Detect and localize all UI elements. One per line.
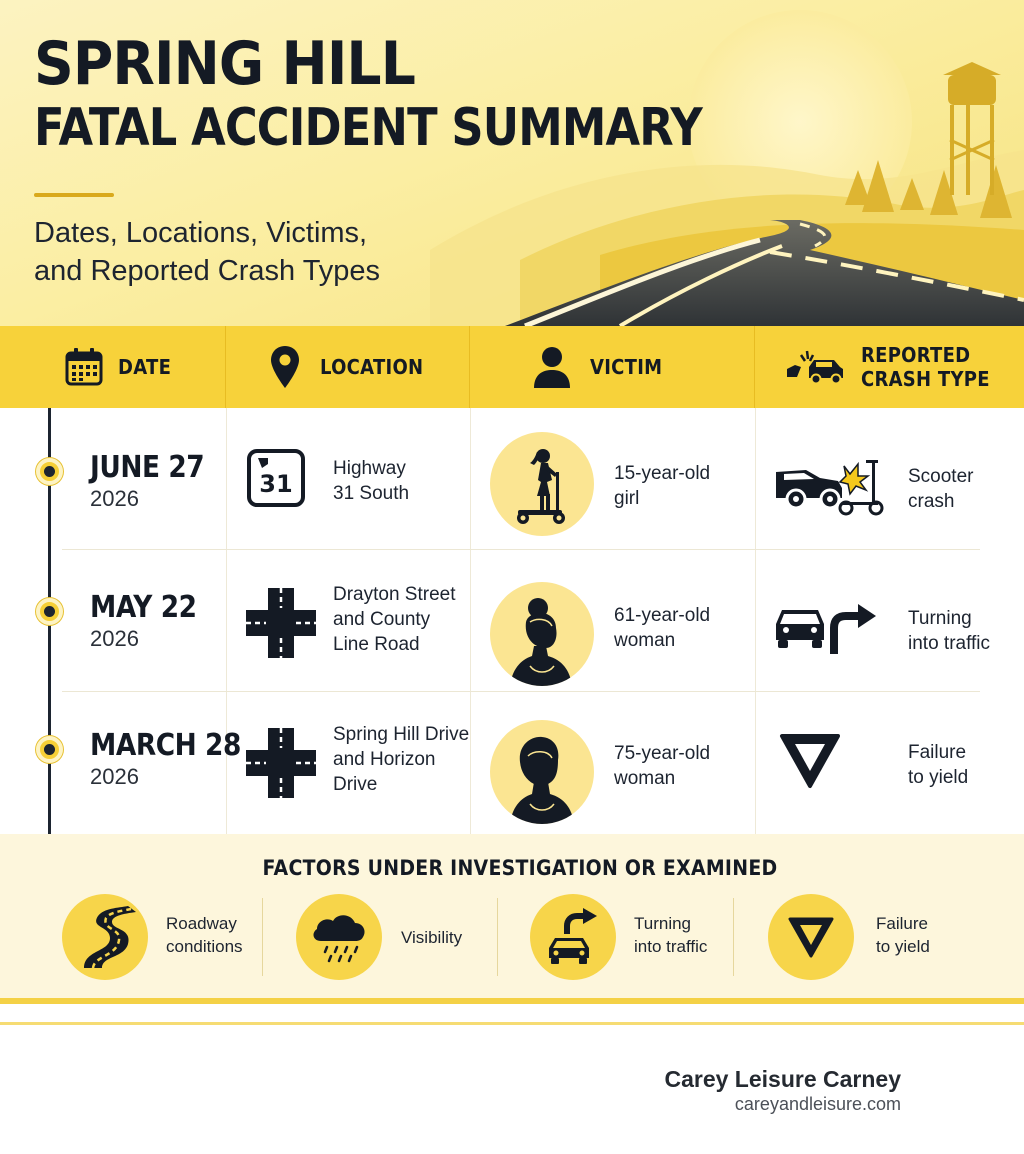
factor-divider	[733, 898, 734, 976]
factor-line: into traffic	[634, 937, 708, 956]
crash-line: to yield	[908, 767, 969, 788]
factor-line: conditions	[166, 937, 243, 956]
crash-type-line-2: CRASH TYPE	[861, 367, 990, 391]
factor-line: Visibility	[401, 928, 463, 947]
timeline-dot	[36, 598, 63, 625]
row-victim	[614, 603, 744, 653]
factor-label	[876, 912, 930, 958]
car-turn-arrow-icon	[774, 600, 884, 661]
brand-url[interactable]: careyandleisure.com	[734, 1094, 901, 1114]
subtitle	[34, 214, 380, 290]
timeline-dot	[36, 736, 63, 763]
row-victim	[614, 741, 744, 791]
victim-line: 15-year-old	[614, 463, 711, 484]
factors-panel	[0, 834, 1024, 1004]
crash-line: crash	[908, 491, 955, 512]
crash-type-line-1: REPORTED	[861, 343, 971, 367]
factors-title: FACTORS UNDER INVESTIGATION OR EXAMINED	[262, 856, 778, 880]
column-header-location	[226, 326, 470, 408]
hero-banner	[0, 0, 1024, 326]
column-label-victim: VICTIM	[590, 355, 663, 379]
footer-accent-bar	[0, 998, 1024, 1004]
location-line: Highway	[333, 458, 406, 479]
row-date: MARCH 28	[90, 728, 241, 763]
table-header	[0, 326, 1024, 408]
timeline-dot	[36, 458, 63, 485]
row-location	[333, 722, 473, 797]
page-title	[34, 29, 811, 158]
woman-silhouette-icon	[490, 720, 594, 824]
girl-on-scooter-icon	[490, 432, 594, 536]
row-date: MAY 22	[90, 590, 197, 625]
row-date: JUNE 27	[90, 450, 205, 485]
table-row	[0, 408, 1024, 550]
column-header-date	[0, 326, 226, 408]
yield-sign-icon	[768, 894, 854, 980]
title-underline	[34, 193, 114, 197]
row-year: 2026	[90, 764, 139, 789]
column-header-victim	[470, 326, 755, 408]
factor-label	[634, 912, 707, 958]
car-scooter-collision-icon	[774, 454, 890, 523]
footer-accent-line	[0, 1022, 1024, 1025]
location-line: 31 South	[333, 483, 410, 504]
intersection-icon	[246, 728, 316, 803]
crash-line: Failure	[908, 742, 967, 763]
location-line: and Horizon	[333, 749, 436, 770]
factor-line: Roadway	[166, 914, 237, 933]
location-line: Drayton Street	[333, 584, 456, 605]
victim-line: girl	[614, 488, 640, 509]
row-location	[333, 582, 468, 657]
car-turn-arrow-icon	[530, 894, 616, 980]
victim-line: woman	[614, 768, 676, 789]
crash-line: Turning	[908, 608, 972, 629]
rain-cloud-icon	[296, 894, 382, 980]
subtitle-line-2: and Reported Crash Types	[34, 255, 381, 287]
row-year: 2026	[90, 626, 139, 651]
factor-divider	[497, 898, 498, 976]
factor-divider	[262, 898, 263, 976]
factor-line: Turning	[634, 914, 692, 933]
winding-road-icon	[62, 894, 148, 980]
map-pin-icon	[270, 345, 300, 389]
brand-block	[664, 1066, 901, 1115]
route-number: 31	[259, 470, 293, 498]
column-header-crash-type	[755, 326, 1024, 408]
victim-line: 75-year-old	[614, 743, 711, 764]
row-location	[333, 456, 468, 506]
intersection-icon	[246, 588, 316, 663]
factor-line: Failure	[876, 914, 928, 933]
location-line: and County	[333, 609, 431, 630]
person-icon	[532, 345, 572, 389]
victim-line: 61-year-old	[614, 605, 711, 626]
location-line: Spring Hill Drive	[333, 724, 470, 745]
victim-line: woman	[614, 630, 676, 651]
location-line: Drive	[333, 774, 378, 795]
column-label-crash-type	[861, 343, 996, 391]
table-row	[0, 692, 1024, 834]
location-line: Line Road	[333, 634, 420, 655]
title-line-2: FATAL ACCIDENT SUMMARY	[34, 98, 702, 158]
row-victim	[614, 461, 744, 511]
row-crash-type	[908, 740, 1018, 790]
yield-sign-icon	[778, 730, 842, 795]
factor-line: to yield	[876, 937, 930, 956]
row-crash-type	[908, 464, 1018, 514]
subtitle-line-1: Dates, Locations, Victims,	[34, 217, 368, 249]
row-year: 2026	[90, 486, 139, 511]
column-label-location: LOCATION	[320, 355, 424, 379]
calendar-icon	[64, 347, 104, 387]
woman-silhouette-icon	[490, 582, 594, 686]
title-line-1: SPRING HILL	[34, 29, 415, 99]
row-crash-type	[908, 606, 1018, 656]
crash-line: Scooter	[908, 466, 974, 487]
highway-shield-icon	[246, 448, 306, 513]
factor-label	[166, 912, 243, 958]
column-label-date: DATE	[118, 355, 172, 379]
table-row	[0, 550, 1024, 692]
accident-table	[0, 408, 1024, 834]
brand-name: Carey Leisure Carney	[664, 1066, 901, 1092]
crash-line: into traffic	[908, 633, 991, 654]
collision-icon	[785, 347, 845, 387]
factor-label	[401, 926, 462, 949]
